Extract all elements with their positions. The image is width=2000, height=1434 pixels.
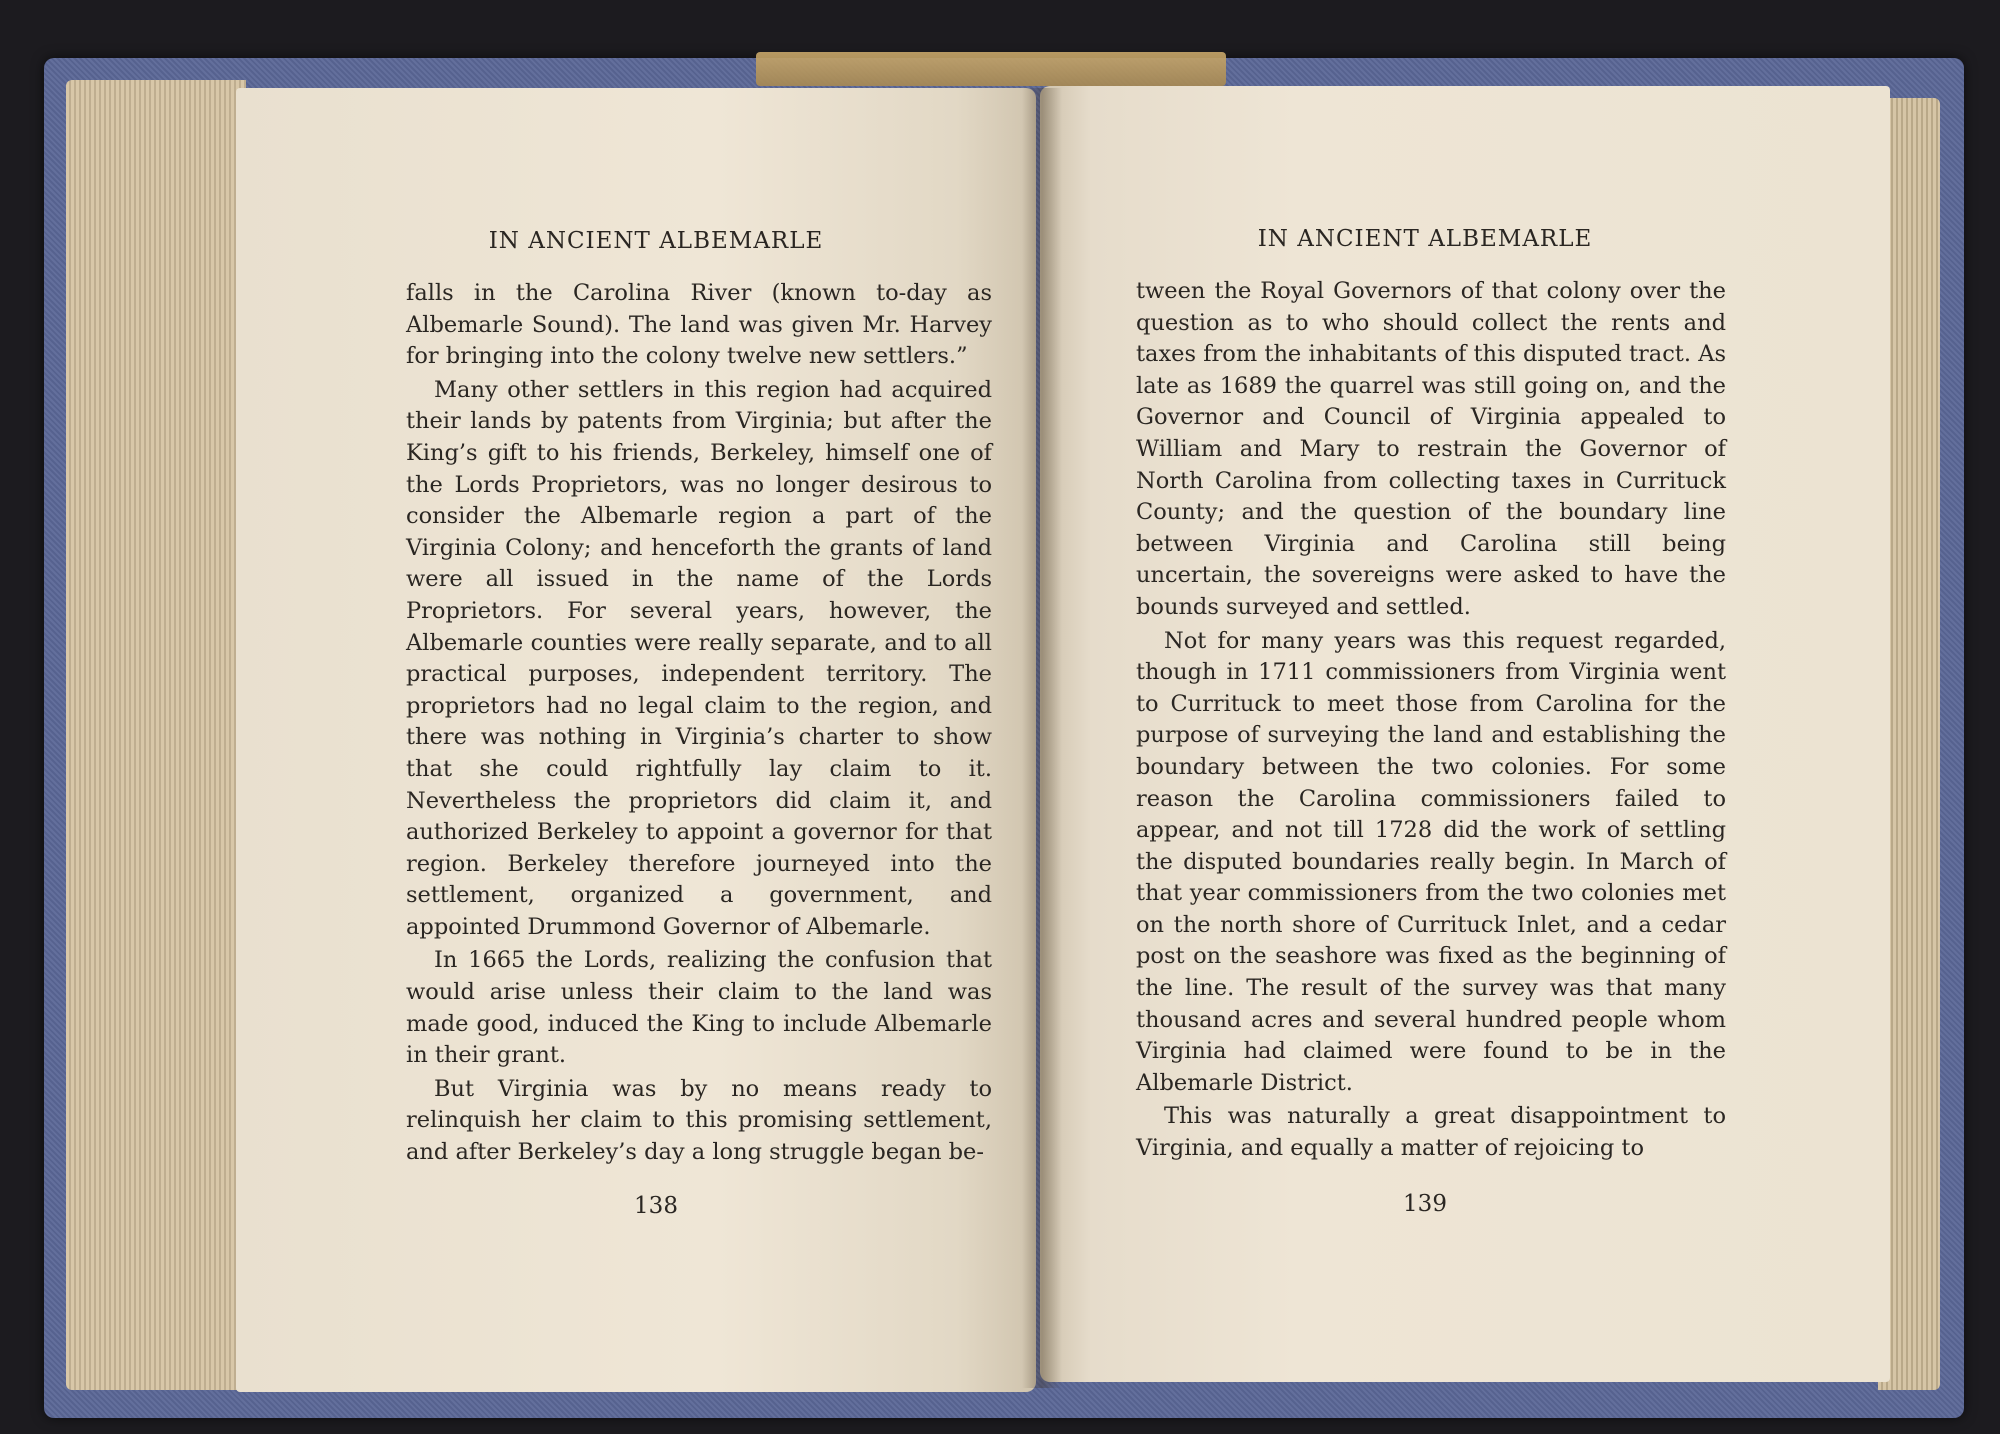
paragraph: tween the Royal Governors of that colony over the question as to who should collect the rents and taxes from the inhabitants of this disputed tract. As late as 1689 the quarrel was still going on, and the Governor and Council of Virginia appealed to William and Mary to restrain the Governor of North Carolina from collecting taxes in Currituck County; and the question of the boundary line between Virginia and Carolina still being uncertain, the sovereigns were asked to have the bounds surveyed and settled. <box>1136 278 1726 620</box>
body-text-left <box>406 278 992 1169</box>
paragraph: Many other settlers in this region had acquired their lands by patents from Virginia; but after the King’s gift to his friends, Berkeley, himself one of the Lords Proprietors, was no longer desirous to consider the Albemarle region a part of the Virginia Colony; and henceforth the grants of land were all issued in the name of the Lords Proprietors. For several years, however, the Albemarle counties were really separate, and to all practical purposes, independent territory. The proprietors had no legal claim to the region, and there was nothing in Virginia’s charter to show that she could rightfully lay claim to it. Nevertheless the proprietors did claim it, and authorized Berkeley to appoint a governor for that region. Berkeley therefore journeyed into the settlement, organized a government, and appointed Drummond Governor of Albemarle. <box>406 376 992 940</box>
spine-tape <box>756 52 1226 86</box>
paragraph: In 1665 the Lords, realizing the confusion that would arise unless their claim to the land was made good, induced the King to include Albemarle in their grant. <box>406 947 992 1069</box>
paragraph: This was naturally a great disappointment to Virginia, and equally a matter of rejoicing to <box>1136 1103 1726 1162</box>
paragraph: But Virginia was by no means ready to relinquish her claim to this promising settlement, and after Berkeley’s day a long struggle began be- <box>406 1075 992 1166</box>
body-text-right <box>1136 276 1726 1165</box>
paragraph: falls in the Carolina River (known to-day as Albemarle Sound). The land was given Mr. Harvey for bringing into the colony twelve new settlers.” <box>406 280 992 370</box>
right-page <box>1040 86 1890 1382</box>
paragraph: Not for many years was this request regarded, though in 1711 commissioners from Virginia went to Currituck to meet those from Carolina for the purpose of surveying the land and establishing the boundary between the two colonies. For some reason the Carolina commissioners failed to appear, and not till 1728 did the work of settling the disputed boundaries really begin. In March of that year commissioners from the two colonies met on the north shore of Currituck Inlet, and a cedar post on the seashore was fixed as the beginning of the line. The result of the survey was that many thousand acres and several hundred people whom Virginia had claimed were found to be in the Albemarle District. <box>1136 627 1726 1096</box>
page-number-left: 138 <box>634 1193 678 1219</box>
page-edges-left <box>66 80 246 1390</box>
running-header-right: IN ANCIENT ALBEMARLE <box>1257 226 1593 252</box>
book-gutter <box>1022 88 1062 1388</box>
left-page <box>236 88 1036 1392</box>
page-number-right: 139 <box>1403 1191 1447 1217</box>
running-header-left: IN ANCIENT ALBEMARLE <box>488 228 824 254</box>
